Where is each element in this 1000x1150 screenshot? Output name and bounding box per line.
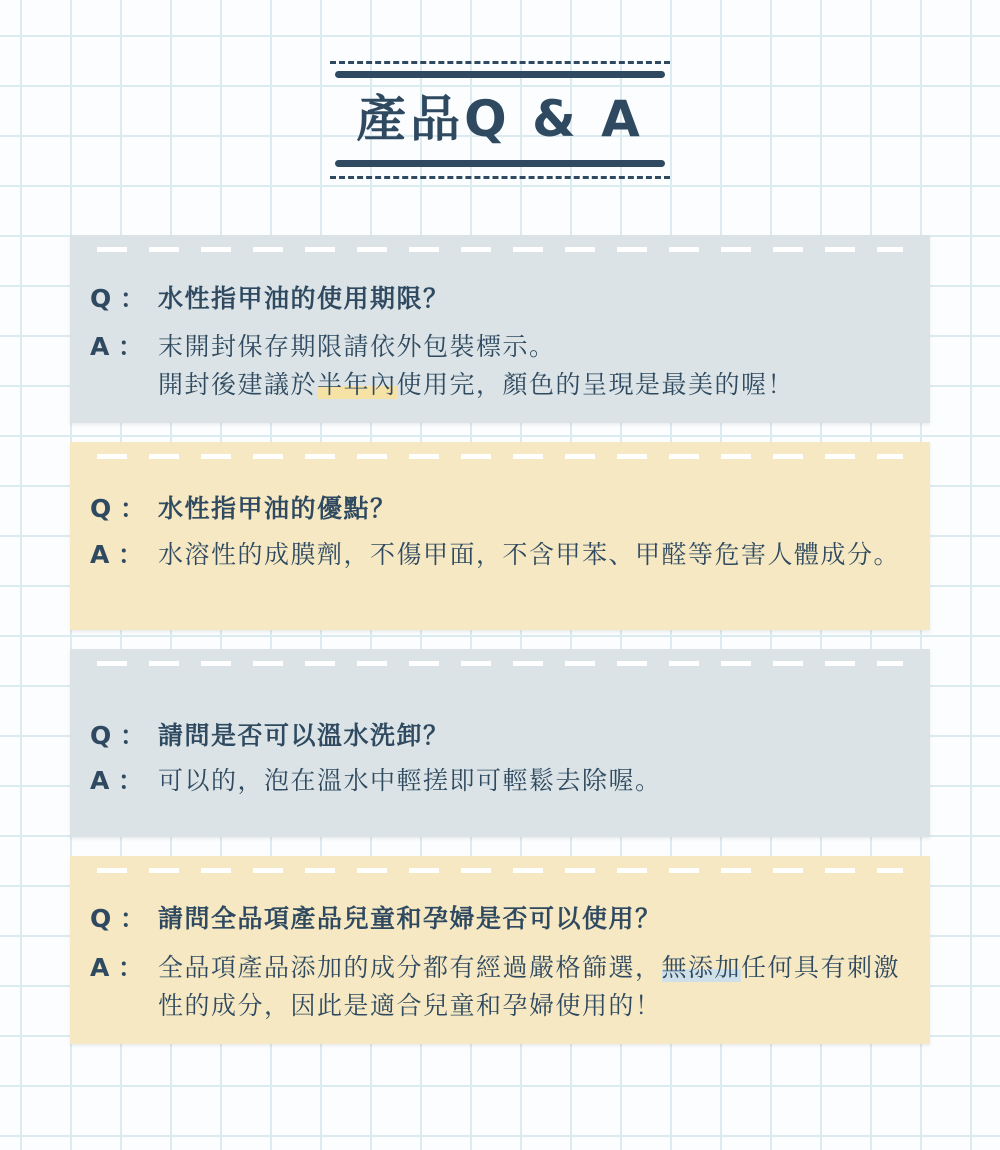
title-bar-bottom (335, 160, 665, 167)
question-text: 水性指甲油的使用期限？ (158, 284, 450, 313)
q-label: Q ： (90, 284, 145, 313)
question-row (90, 717, 910, 755)
a-label: A ： (90, 540, 144, 569)
answer-text: 水溶性的成膜劑，不傷甲面，不含甲苯、甲醛等危害人體成分。 (158, 540, 901, 569)
page-title: 產品Q & A (356, 90, 644, 148)
card-dashes (97, 868, 903, 873)
answer-highlight: 半年內 (317, 370, 397, 399)
a-label: A ： (90, 953, 144, 982)
question-text: 水性指甲油的優點？ (158, 494, 397, 523)
faq-card-2 (70, 442, 930, 630)
card-dashes (97, 247, 903, 252)
a-label: A ： (90, 332, 144, 361)
answer-row (90, 536, 910, 574)
title-block (330, 55, 670, 185)
question-text: 請問是否可以溫水洗卸？ (158, 721, 450, 750)
faq-card-4 (70, 856, 930, 1044)
title-bar-top (335, 71, 665, 78)
a-label: A ： (90, 766, 144, 795)
q-label: Q ： (90, 904, 145, 933)
q-label: Q ： (90, 721, 145, 750)
question-text: 請問全品項產品兒童和孕婦是否可以使用？ (158, 904, 662, 933)
answer-line-2-pre: 開封後建議於 (158, 370, 318, 399)
question-row (90, 280, 910, 318)
answer-row (90, 762, 910, 800)
question-row (90, 490, 910, 528)
answer-line-1: 末開封保存期限請依外包裝標示。 (158, 332, 556, 361)
answer-text (158, 328, 910, 404)
answer-post: 任何具有刺激性的成分，因此是適合兒童和孕婦使用的！ (158, 953, 901, 1020)
question-row (90, 900, 910, 938)
answer-row (90, 949, 910, 1025)
faq-card-3 (70, 649, 930, 837)
answer-text: 可以的，泡在溫水中輕搓即可輕鬆去除喔。 (158, 766, 662, 795)
q-label: Q ： (90, 494, 145, 523)
title-dashed-line-top (330, 61, 670, 64)
answer-highlight: 無添加 (661, 953, 742, 982)
faq-card-1 (70, 235, 930, 423)
card-dashes (97, 454, 903, 459)
answer-line-2-post: 使用完，顏色的呈現是最美的喔！ (396, 370, 795, 399)
title-dashed-line-bottom (330, 176, 670, 179)
answer-pre: 全品項產品添加的成分都有經過嚴格篩選， (158, 953, 662, 982)
card-dashes (97, 661, 903, 666)
answer-row (90, 328, 910, 404)
answer-text (158, 949, 910, 1025)
